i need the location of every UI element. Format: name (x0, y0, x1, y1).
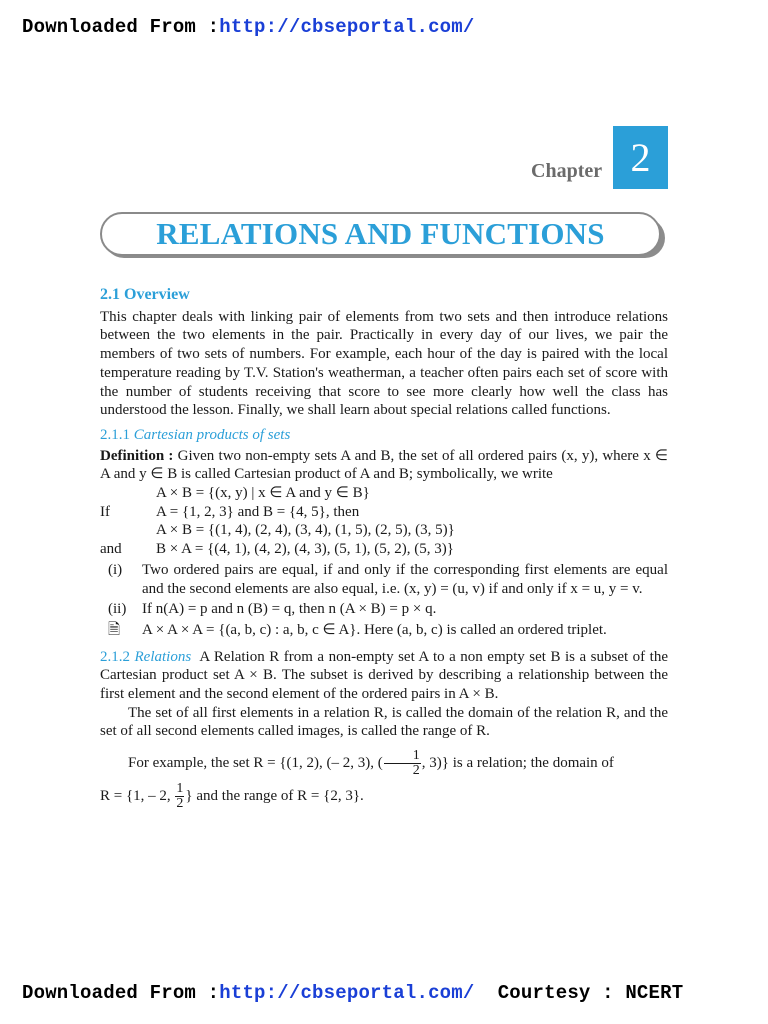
fraction-1-numerator: 1 (384, 749, 421, 764)
header-url-link[interactable]: http://cbseportal.com/ (219, 16, 475, 38)
overview-paragraph: This chapter deals with linking pair of elements from two sets and then introduce relations between the two elements in the pair. Practically in every day of our lives, we pair the members of two sets of numbers. For example, each hour of the day is paired with the local temperature reading by T.V. Station's weatherman, a teacher often pairs each set of score with the number of students receiving that score to see more clearly how well the class has understood the lesson. Finally, we shall learn about special relations called functions. (100, 308, 668, 419)
cartesian-heading-text: Cartesian products of sets (133, 426, 291, 443)
relations-heading-number: 2.1.2 (100, 648, 130, 665)
relations-paragraph (100, 648, 668, 704)
note-item-3 (100, 621, 668, 640)
fraction-1-denominator: 2 (412, 763, 420, 779)
axb-example: A × B = {(1, 4), (2, 4), (3, 4), (1, 5), (2, 5), (3, 5)} (156, 522, 455, 539)
if-text: A = {1, 2, 3} and B = {4, 5}, then (156, 503, 360, 520)
footer-courtesy: Courtesy : NCERT (497, 982, 684, 1004)
note-item-1 (100, 561, 668, 598)
footer-prefix: Downloaded From : (22, 982, 220, 1004)
fraction-2-numerator: 1 (176, 781, 184, 797)
page-content (100, 286, 668, 811)
overview-heading: 2.1 Overview (100, 286, 190, 303)
fraction-2-denominator: 2 (176, 796, 184, 812)
note-book-icon: 🗎 (108, 621, 121, 638)
and-label: and (100, 541, 122, 558)
note-item-1-number: (i) (108, 561, 123, 578)
fraction-half-1 (384, 749, 421, 778)
relations-text-2: The set of all first elements in a relation R, is called the domain of the relation R, and the set of all second elements called images, is called the range of R. (100, 704, 668, 740)
header-download-banner (22, 16, 474, 38)
example-part-1: For example, the set R = {(1, 2), (– 2, 3), ( (128, 755, 383, 772)
definition-label: Definition : (100, 447, 174, 464)
example-and-row (100, 540, 668, 559)
relations-heading: Relations (134, 648, 192, 665)
relations-example-line-2 (100, 782, 668, 811)
cartesian-formula: A × B = {(x, y) | x ∈ A and y ∈ B} (156, 485, 370, 502)
note-item-3-text: A × A × A = {(a, b, c) : a, b, c ∈ A}. Here (a, b, c) is called an ordered triplet. (142, 621, 607, 638)
example-line2-part-2: } and the range of R = {2, 3}. (185, 788, 364, 805)
chapter-number-badge: 2 (613, 126, 668, 189)
header-prefix: Downloaded From : (22, 16, 220, 38)
fraction-half-2 (175, 782, 184, 811)
cartesian-heading-number: 2.1.1 (100, 426, 130, 443)
note-item-1-text: Two ordered pairs are equal, if and only if the corresponding first elements are equal and the second elements are also equal, i.e. (x, y) = (u, v) if and only if x = u, y = v. (142, 561, 668, 597)
title-banner-pill (100, 212, 661, 256)
bxa-example: B × A = {(4, 1), (4, 2), (4, 3), (5, 1), (5, 2), (5, 3)} (156, 541, 454, 558)
note-item-2-number: (ii) (108, 601, 127, 618)
cartesian-heading (100, 426, 668, 445)
cartesian-definition (100, 447, 668, 484)
relations-text-1: A Relation R from a non-empty set A to a non empty set B is a subset of the Cartesian product set A × B. The subset is derived by describing a relationship between the first element and the second element of the ordered pairs in A × B. (100, 648, 668, 703)
example-part-2: , 3)} is a relation; the domain of (421, 755, 614, 772)
example-if-row (100, 503, 668, 522)
footer-url-link[interactable]: http://cbseportal.com/ (219, 982, 475, 1004)
definition-text: Given two non-empty sets A and B, the set of all ordered pairs (x, y), where x ∈ A and y ∈ B is called Cartesian product of A and B; symbolically, we write (100, 447, 668, 483)
example-line2-part-1: R = {1, – 2, (100, 788, 171, 805)
note-item-2 (100, 600, 668, 619)
relations-example-line-1 (100, 749, 668, 778)
if-label: If (100, 503, 110, 520)
chapter-label: Chapter (531, 160, 603, 182)
chapter-title-banner (100, 212, 665, 258)
footer-download-banner (22, 982, 683, 1004)
note-item-2-text: If n(A) = p and n (B) = q, then n (A × B) = p × q. (142, 601, 437, 618)
chapter-title: RELATIONS AND FUNCTIONS (156, 216, 605, 251)
